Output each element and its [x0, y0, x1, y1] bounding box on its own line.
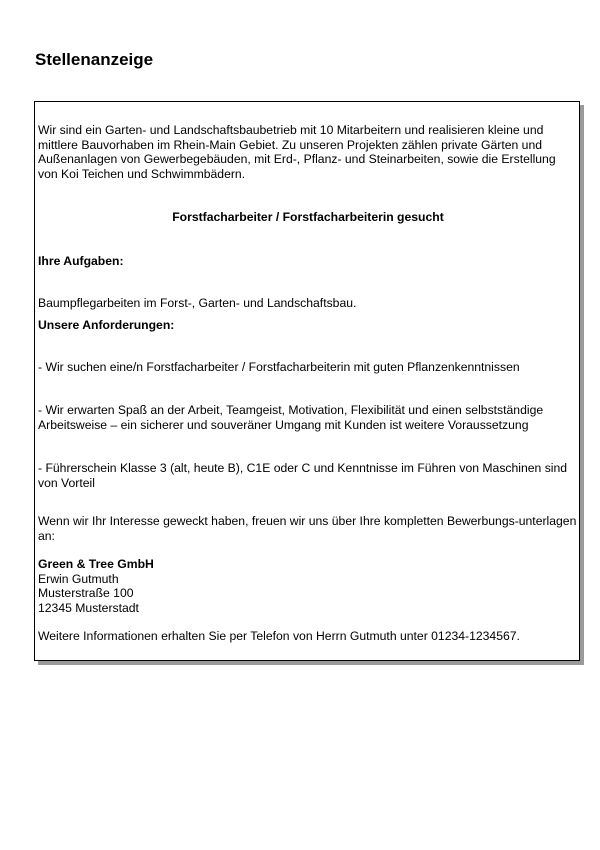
job-title: Forstfacharbeiter / Forstfacharbeiterin gesucht — [172, 210, 444, 224]
requirement-item-2: - Wir erwarten Spaß an der Arbeit, Teamgeist, Motivation, Flexibilität und einen selbstständige Arbeitsweise – ein sicherer und souveräner Umgang mit Kunden ist weitere Voraussetzung — [38, 403, 544, 432]
contact-block — [38, 557, 578, 615]
contact-person: Erwin Gutmuth — [38, 571, 119, 586]
tasks-heading: Ihre Aufgaben: — [38, 254, 124, 268]
company-intro: Wir sind ein Garten- und Landschaftsbaubetrieb mit 10 Mitarbeitern und realisieren kleine und mittlere Bauvorhaben im Rhein-Main Gebiet. Zu unseren Projekten zählen private Gärten und Außenanlagen von Gewerbegebäuden, mit Erd-, Pflanz- und Steinarbeiten, sowie die Erstellung von Koi Teichen und Schwimmbädern. — [38, 123, 556, 181]
contact-city: 12345 Musterstadt — [38, 600, 139, 615]
tasks-text: Baumpflegarbeiten im Forst-, Garten- und Landschaftsbau. — [38, 296, 357, 310]
requirement-item-1: - Wir suchen eine/n Forstfacharbeiter / Forstfacharbeiterin mit guten Pflanzenkenntnissen — [38, 360, 520, 374]
company-name: Green & Tree GmbH — [38, 557, 154, 571]
info-text: Weitere Informationen erhalten Sie per Telefon von Herrn Gutmuth unter 01234-1234567. — [38, 629, 520, 643]
requirement-item-3: - Führerschein Klasse 3 (alt, heute B), C1E oder C und Kenntnisse im Führen von Maschinen sind von Vorteil — [38, 461, 568, 490]
page-title: Stellenanzeige — [35, 50, 154, 69]
requirements-heading: Unsere Anforderungen: — [38, 318, 175, 332]
closing-text: Wenn wir Ihr Interesse geweckt haben, freuen wir uns über Ihre kompletten Bewerbungs-unterlagen an: — [38, 514, 577, 543]
contact-street: Musterstraße 100 — [38, 586, 134, 600]
